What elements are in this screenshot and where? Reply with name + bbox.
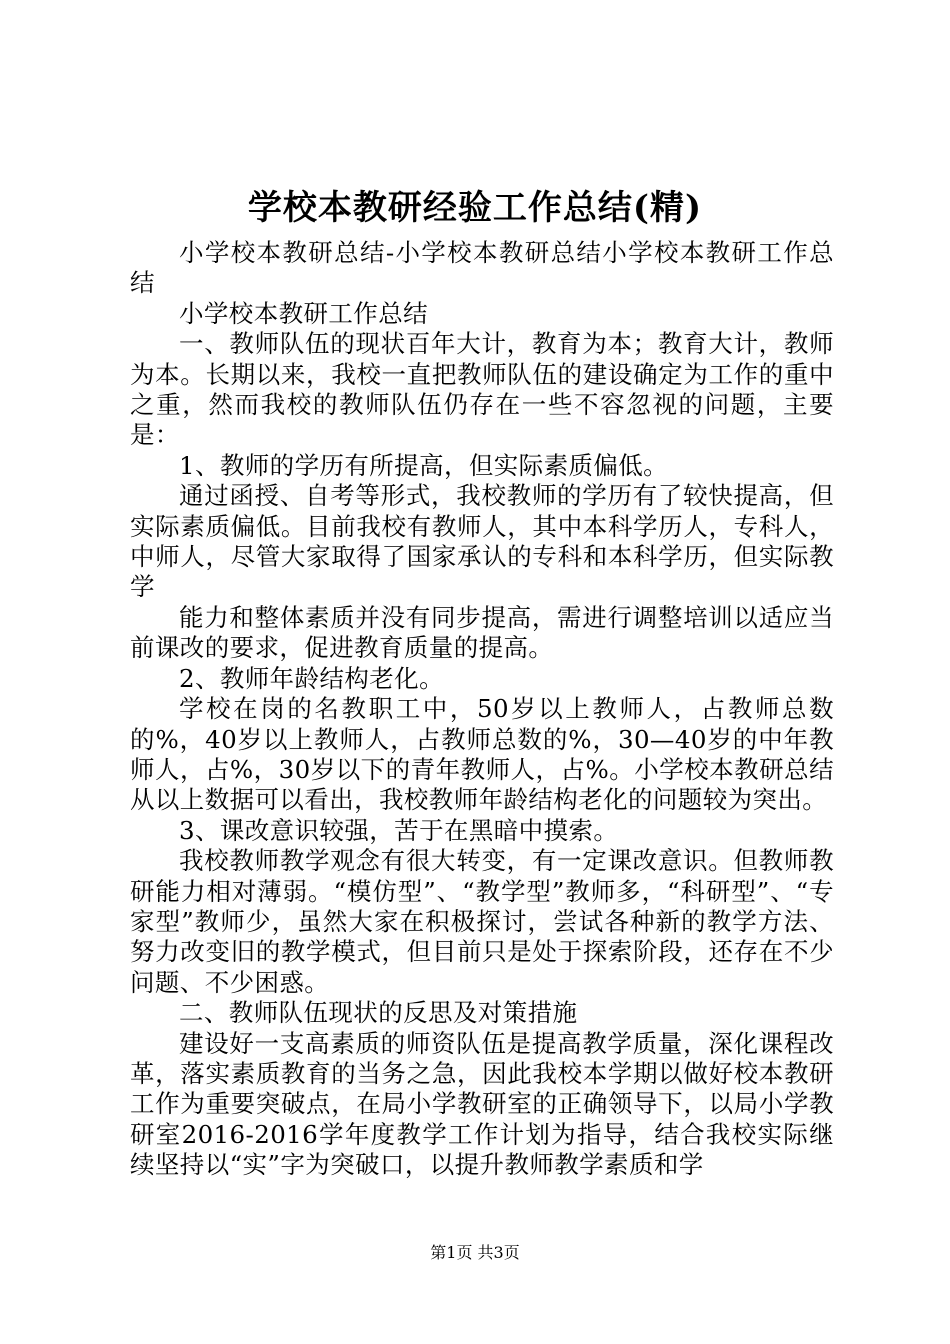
document-body <box>130 238 834 1181</box>
document-title: 学校本教研经验工作总结(精) <box>247 188 703 228</box>
paragraph: 通过函授、自考等形式，我校教师的学历有了较快提高，但实际素质偏低。目前我校有教师人，其中本科学历人，专科人，中师人，尽管大家取得了国家承认的专科和本科学历，但实际教学 <box>130 481 834 602</box>
page-number-footer: 第1页 共3页 <box>430 1243 520 1262</box>
paragraph: 我校教师教学观念有很大转变，有一定课改意识。但教师教研能力相对薄弱。“模仿型”、“教学型”教师多，“科研型”、“专家型”教师少，虽然大家在积极探讨，尝试各种新的教学方法、努力改变旧的教学模式，但目前只是处于探索阶段，还存在不少问题、不少困惑。 <box>130 846 834 997</box>
paragraph: 建设好一支高素质的师资队伍是提高教学质量，深化课程改革，落实素质教育的当务之急，因此我校本学期以做好校本教研工作为重要突破点，在局小学教研室的正确领导下，以局小学教研室2016-2016学年度教学工作计划为指导，结合我校实际继续坚持以“实”字为突破口，以提升教师教学素质和学 <box>130 1028 834 1180</box>
paragraph: 学校在岗的名教职工中，50岁以上教师人，占教师总数的%，40岁以上教师人，占教师总数的%，30—40岁的中年教师人，占%，30岁以下的青年教师人，占%。小学校本教研总结从以上数据可以看出，我校教师年龄结构老化的问题较为突出。 <box>130 694 834 815</box>
paragraph: 能力和整体素质并没有同步提高，需进行调整培训以适应当前课改的要求，促进教育质量的提高。 <box>130 602 834 663</box>
paragraph: 小学校本教研总结-小学校本教研总结小学校本教研工作总结 <box>130 238 834 298</box>
paragraph: 二、教师队伍现状的反思及对策措施 <box>179 998 578 1028</box>
paragraph: 一、教师队伍的现状百年大计，教育为本；教育大计，教师为本。长期以来，我校一直把教师队伍的建设确定为工作的重中之重，然而我校的教师队伍仍存在一些不容忽视的问题，主要是： <box>130 329 834 450</box>
paragraph: 2、教师年龄结构老化。 <box>179 663 444 693</box>
paragraph: 3、课改意识较强，苦于在黑暗中摸索。 <box>179 815 619 845</box>
paragraph: 1、教师的学历有所提高，但实际素质偏低。 <box>179 450 669 480</box>
paragraph: 小学校本教研工作总结 <box>179 298 428 328</box>
